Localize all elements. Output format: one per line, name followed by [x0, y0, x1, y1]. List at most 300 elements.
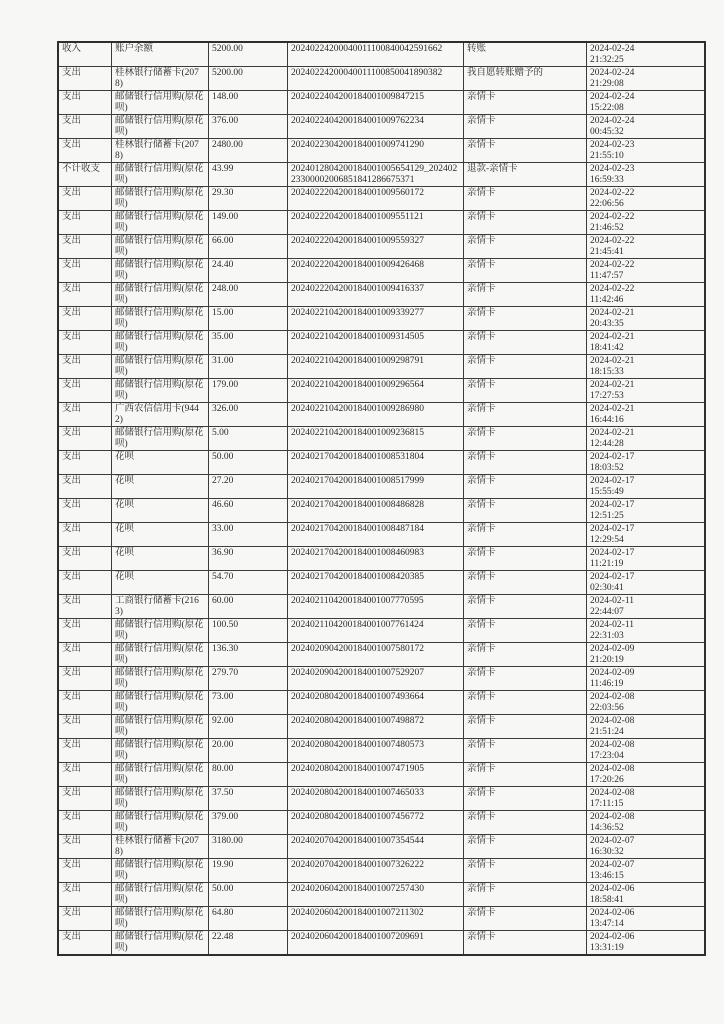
cell-transaction-id: 2024022104200184001009314505 — [288, 331, 464, 355]
cell-transaction-id: 20240224200040011100840042591662 — [288, 42, 464, 67]
cell-account-name: 花呗 — [112, 523, 209, 547]
cell-account-name: 邮储银行信用购(原花呗) — [112, 235, 209, 259]
cell-datetime — [587, 883, 706, 907]
cell-transaction-type: 支出 — [58, 571, 112, 595]
cell-transaction-type: 支出 — [58, 667, 112, 691]
cell-datetime — [587, 163, 706, 187]
cell-account-name: 邮储银行信用购(原花呗) — [112, 859, 209, 883]
cell-account-name: 工商银行储蓄卡(2163) — [112, 595, 209, 619]
cell-account-name: 邮储银行信用购(原花呗) — [112, 163, 209, 187]
cell-account-name: 邮储银行信用购(原花呗) — [112, 907, 209, 931]
cell-transaction-id: 2024020804200184001007465033 — [288, 787, 464, 811]
table-row — [58, 163, 705, 187]
cell-date: 2024-02-06 — [590, 908, 635, 918]
cell-transaction-type: 支出 — [58, 523, 112, 547]
cell-account-name: 广西农信信用卡(9442) — [112, 403, 209, 427]
cell-remark: 亲情卡 — [464, 715, 587, 739]
cell-remark: 亲情卡 — [464, 91, 587, 115]
cell-amount: 27.20 — [209, 475, 288, 499]
cell-transaction-id: 2024020804200184001007498872 — [288, 715, 464, 739]
table-row — [58, 187, 705, 211]
cell-date: 2024-02-24 — [590, 68, 635, 78]
table-row — [58, 691, 705, 715]
cell-amount: 64.80 — [209, 907, 288, 931]
cell-date: 2024-02-08 — [590, 716, 635, 726]
cell-account-name: 邮储银行信用购(原花呗) — [112, 259, 209, 283]
cell-amount: 15.00 — [209, 307, 288, 331]
cell-time: 00:45:32 — [590, 126, 624, 137]
cell-time: 11:21:19 — [590, 558, 624, 569]
cell-time: 21:46:52 — [590, 222, 624, 233]
cell-date: 2024-02-07 — [590, 836, 635, 846]
cell-time: 16:44:16 — [590, 414, 624, 425]
cell-date: 2024-02-17 — [590, 548, 635, 558]
cell-datetime — [587, 571, 706, 595]
cell-amount: 326.00 — [209, 403, 288, 427]
cell-date: 2024-02-23 — [590, 140, 635, 150]
cell-time: 21:20:19 — [590, 654, 624, 665]
cell-remark: 亲情卡 — [464, 331, 587, 355]
cell-transaction-type: 支出 — [58, 739, 112, 763]
cell-time: 21:32:25 — [590, 54, 624, 65]
cell-transaction-id: 2024022404200184001009762234 — [288, 115, 464, 139]
cell-transaction-type: 支出 — [58, 859, 112, 883]
cell-remark: 亲情卡 — [464, 619, 587, 643]
cell-amount: 73.00 — [209, 691, 288, 715]
cell-transaction-type: 支出 — [58, 811, 112, 835]
cell-amount: 5.00 — [209, 427, 288, 451]
cell-date: 2024-02-08 — [590, 740, 635, 750]
cell-transaction-type: 支出 — [58, 691, 112, 715]
cell-amount: 37.50 — [209, 787, 288, 811]
cell-transaction-type: 支出 — [58, 235, 112, 259]
cell-date: 2024-02-11 — [590, 620, 634, 630]
cell-amount: 80.00 — [209, 763, 288, 787]
table-row — [58, 931, 705, 956]
cell-account-name: 邮储银行信用购(原花呗) — [112, 187, 209, 211]
cell-remark: 亲情卡 — [464, 283, 587, 307]
table-row — [58, 643, 705, 667]
cell-amount: 379.00 — [209, 811, 288, 835]
cell-datetime — [587, 523, 706, 547]
cell-datetime — [587, 139, 706, 163]
table-row — [58, 331, 705, 355]
cell-account-name: 花呗 — [112, 571, 209, 595]
cell-datetime — [587, 715, 706, 739]
cell-datetime — [587, 547, 706, 571]
cell-datetime — [587, 499, 706, 523]
table-row — [58, 907, 705, 931]
cell-date: 2024-02-07 — [590, 860, 635, 870]
cell-amount: 149.00 — [209, 211, 288, 235]
cell-account-name: 花呗 — [112, 547, 209, 571]
cell-transaction-id: 2024022204200184001009416337 — [288, 283, 464, 307]
cell-remark: 亲情卡 — [464, 307, 587, 331]
cell-time: 13:31:19 — [590, 942, 624, 953]
table-row — [58, 235, 705, 259]
cell-transaction-id: 2024022104200184001009339277 — [288, 307, 464, 331]
cell-transaction-id: 2024022204200184001009559327 — [288, 235, 464, 259]
cell-datetime — [587, 403, 706, 427]
cell-date: 2024-02-17 — [590, 524, 635, 534]
cell-transaction-id: 2024022204200184001009426468 — [288, 259, 464, 283]
table-row — [58, 307, 705, 331]
cell-transaction-type: 支出 — [58, 67, 112, 91]
table-row — [58, 139, 705, 163]
cell-transaction-id: 2024022204200184001009551121 — [288, 211, 464, 235]
cell-remark: 亲情卡 — [464, 139, 587, 163]
cell-transaction-id: 2024022104200184001009286980 — [288, 403, 464, 427]
cell-amount: 66.00 — [209, 235, 288, 259]
cell-datetime — [587, 451, 706, 475]
cell-date: 2024-02-08 — [590, 764, 635, 774]
cell-remark: 亲情卡 — [464, 691, 587, 715]
cell-time: 18:58:41 — [590, 894, 624, 905]
cell-datetime — [587, 283, 706, 307]
cell-remark: 亲情卡 — [464, 763, 587, 787]
cell-remark: 亲情卡 — [464, 475, 587, 499]
cell-date: 2024-02-21 — [590, 308, 635, 318]
cell-transaction-id: 20240224200040011100850041890382 — [288, 67, 464, 91]
cell-remark: 亲情卡 — [464, 187, 587, 211]
cell-date: 2024-02-17 — [590, 500, 635, 510]
cell-date: 2024-02-09 — [590, 668, 635, 678]
cell-datetime — [587, 859, 706, 883]
cell-remark: 转账 — [464, 42, 587, 67]
table-row — [58, 403, 705, 427]
cell-transaction-id: 2024021104200184001007761424 — [288, 619, 464, 643]
cell-remark: 亲情卡 — [464, 235, 587, 259]
cell-time: 11:42:46 — [590, 294, 624, 305]
cell-account-name: 花呗 — [112, 499, 209, 523]
cell-transaction-type: 支出 — [58, 355, 112, 379]
cell-transaction-type: 支出 — [58, 187, 112, 211]
cell-transaction-type: 支出 — [58, 715, 112, 739]
transactions-table — [57, 41, 706, 956]
table-row — [58, 595, 705, 619]
cell-account-name: 邮储银行信用购(原花呗) — [112, 763, 209, 787]
cell-remark: 亲情卡 — [464, 907, 587, 931]
cell-account-name: 邮储银行信用购(原花呗) — [112, 91, 209, 115]
cell-datetime — [587, 643, 706, 667]
cell-transaction-id: 2024021704200184001008460983 — [288, 547, 464, 571]
cell-account-name: 邮储银行信用购(原花呗) — [112, 643, 209, 667]
cell-transaction-id: 2024022104200184001009298791 — [288, 355, 464, 379]
cell-remark: 亲情卡 — [464, 667, 587, 691]
cell-account-name: 桂林银行储蓄卡(2078) — [112, 835, 209, 859]
cell-transaction-type: 支出 — [58, 451, 112, 475]
table-row — [58, 571, 705, 595]
cell-amount: 54.70 — [209, 571, 288, 595]
cell-amount: 20.00 — [209, 739, 288, 763]
cell-remark: 亲情卡 — [464, 931, 587, 956]
cell-transaction-id: 2024022104200184001009296564 — [288, 379, 464, 403]
cell-transaction-type: 收入 — [58, 42, 112, 67]
cell-datetime — [587, 427, 706, 451]
cell-transaction-id: 2024022204200184001009560172 — [288, 187, 464, 211]
table-row — [58, 523, 705, 547]
cell-account-name: 邮储银行信用购(原花呗) — [112, 115, 209, 139]
cell-time: 21:45:41 — [590, 246, 624, 257]
cell-transaction-id: 2024012804200184001005654129_20240223300002006851841286675371 — [288, 163, 464, 187]
cell-datetime — [587, 259, 706, 283]
cell-transaction-type: 支出 — [58, 307, 112, 331]
cell-time: 12:29:54 — [590, 534, 624, 545]
cell-datetime — [587, 595, 706, 619]
table-row — [58, 499, 705, 523]
cell-transaction-type: 支出 — [58, 883, 112, 907]
cell-amount: 92.00 — [209, 715, 288, 739]
cell-transaction-id: 2024022404200184001009847215 — [288, 91, 464, 115]
cell-date: 2024-02-22 — [590, 236, 635, 246]
cell-remark: 亲情卡 — [464, 211, 587, 235]
cell-transaction-id: 2024022304200184001009741290 — [288, 139, 464, 163]
cell-remark: 亲情卡 — [464, 427, 587, 451]
cell-time: 11:47:57 — [590, 270, 624, 281]
cell-datetime — [587, 331, 706, 355]
cell-remark: 亲情卡 — [464, 115, 587, 139]
transactions-table-body — [58, 42, 705, 955]
cell-time: 22:31:03 — [590, 630, 624, 641]
cell-account-name: 邮储银行信用购(原花呗) — [112, 619, 209, 643]
cell-time: 21:55:10 — [590, 150, 624, 161]
cell-datetime — [587, 67, 706, 91]
cell-transaction-id: 2024021704200184001008486828 — [288, 499, 464, 523]
cell-remark: 亲情卡 — [464, 379, 587, 403]
cell-transaction-type: 支出 — [58, 787, 112, 811]
cell-time: 16:30:32 — [590, 846, 624, 857]
cell-account-name: 邮储银行信用购(原花呗) — [112, 787, 209, 811]
table-row — [58, 451, 705, 475]
cell-time: 18:41:42 — [590, 342, 624, 353]
cell-datetime — [587, 931, 706, 956]
cell-datetime — [587, 619, 706, 643]
cell-account-name: 邮储银行信用购(原花呗) — [112, 691, 209, 715]
cell-time: 22:03:56 — [590, 702, 624, 713]
cell-account-name: 邮储银行信用购(原花呗) — [112, 739, 209, 763]
cell-datetime — [587, 475, 706, 499]
cell-date: 2024-02-24 — [590, 116, 635, 126]
cell-amount: 24.40 — [209, 259, 288, 283]
cell-time: 21:51:24 — [590, 726, 624, 737]
table-row — [58, 667, 705, 691]
cell-account-name: 邮储银行信用购(原花呗) — [112, 379, 209, 403]
cell-remark: 亲情卡 — [464, 739, 587, 763]
cell-transaction-type: 支出 — [58, 331, 112, 355]
cell-remark: 我自愿转账赠予的 — [464, 67, 587, 91]
cell-amount: 50.00 — [209, 451, 288, 475]
table-row — [58, 211, 705, 235]
cell-remark: 亲情卡 — [464, 499, 587, 523]
cell-transaction-id: 2024021704200184001008487184 — [288, 523, 464, 547]
table-row — [58, 763, 705, 787]
cell-transaction-type: 支出 — [58, 139, 112, 163]
cell-amount: 36.90 — [209, 547, 288, 571]
cell-transaction-type: 支出 — [58, 379, 112, 403]
cell-date: 2024-02-23 — [590, 164, 635, 174]
cell-transaction-type: 不计收支 — [58, 163, 112, 187]
cell-account-name: 邮储银行信用购(原花呗) — [112, 283, 209, 307]
cell-time: 17:11:15 — [590, 798, 624, 809]
cell-transaction-id: 2024022104200184001009236815 — [288, 427, 464, 451]
cell-amount: 148.00 — [209, 91, 288, 115]
cell-date: 2024-02-21 — [590, 428, 635, 438]
cell-time: 20:43:35 — [590, 318, 624, 329]
cell-remark: 亲情卡 — [464, 451, 587, 475]
cell-transaction-id: 2024020604200184001007211302 — [288, 907, 464, 931]
cell-date: 2024-02-21 — [590, 332, 635, 342]
cell-transaction-type: 支出 — [58, 475, 112, 499]
cell-transaction-id: 2024020704200184001007354544 — [288, 835, 464, 859]
cell-remark: 亲情卡 — [464, 883, 587, 907]
cell-remark: 亲情卡 — [464, 787, 587, 811]
cell-datetime — [587, 91, 706, 115]
cell-date: 2024-02-21 — [590, 356, 635, 366]
cell-time: 17:27:53 — [590, 390, 624, 401]
cell-account-name: 邮储银行信用购(原花呗) — [112, 211, 209, 235]
table-row — [58, 811, 705, 835]
cell-datetime — [587, 787, 706, 811]
cell-transaction-type: 支出 — [58, 547, 112, 571]
cell-transaction-type: 支出 — [58, 427, 112, 451]
cell-date: 2024-02-17 — [590, 476, 635, 486]
cell-date: 2024-02-09 — [590, 644, 635, 654]
cell-date: 2024-02-22 — [590, 284, 635, 294]
cell-transaction-type: 支出 — [58, 91, 112, 115]
cell-account-name: 邮储银行信用购(原花呗) — [112, 715, 209, 739]
cell-datetime — [587, 42, 706, 67]
cell-transaction-type: 支出 — [58, 835, 112, 859]
cell-amount: 376.00 — [209, 115, 288, 139]
cell-time: 17:23:04 — [590, 750, 624, 761]
cell-time: 13:46:15 — [590, 870, 624, 881]
cell-transaction-id: 2024021704200184001008420385 — [288, 571, 464, 595]
table-row — [58, 283, 705, 307]
cell-time: 02:30:41 — [590, 582, 624, 593]
cell-datetime — [587, 235, 706, 259]
cell-transaction-type: 支出 — [58, 115, 112, 139]
cell-transaction-type: 支出 — [58, 763, 112, 787]
table-row — [58, 379, 705, 403]
cell-transaction-id: 2024020804200184001007493664 — [288, 691, 464, 715]
table-row — [58, 715, 705, 739]
cell-date: 2024-02-22 — [590, 188, 635, 198]
cell-amount: 19.90 — [209, 859, 288, 883]
cell-datetime — [587, 763, 706, 787]
cell-date: 2024-02-21 — [590, 380, 635, 390]
cell-amount: 5200.00 — [209, 67, 288, 91]
cell-transaction-id: 2024020904200184001007529207 — [288, 667, 464, 691]
cell-time: 17:20:26 — [590, 774, 624, 785]
cell-remark: 退款-亲情卡 — [464, 163, 587, 187]
cell-remark: 亲情卡 — [464, 643, 587, 667]
cell-amount: 33.00 — [209, 523, 288, 547]
cell-transaction-id: 2024020704200184001007326222 — [288, 859, 464, 883]
cell-transaction-type: 支出 — [58, 619, 112, 643]
cell-time: 12:44:28 — [590, 438, 624, 449]
cell-time: 16:59:33 — [590, 174, 624, 185]
cell-time: 14:36:52 — [590, 822, 624, 833]
table-row — [58, 355, 705, 379]
cell-datetime — [587, 379, 706, 403]
cell-amount: 22.48 — [209, 931, 288, 956]
cell-account-name: 邮储银行信用购(原花呗) — [112, 883, 209, 907]
cell-date: 2024-02-08 — [590, 788, 635, 798]
cell-account-name: 邮储银行信用购(原花呗) — [112, 811, 209, 835]
cell-account-name: 桂林银行储蓄卡(2078) — [112, 67, 209, 91]
table-row — [58, 475, 705, 499]
cell-transaction-type: 支出 — [58, 259, 112, 283]
cell-remark: 亲情卡 — [464, 403, 587, 427]
cell-amount: 43.99 — [209, 163, 288, 187]
cell-amount: 29.30 — [209, 187, 288, 211]
cell-time: 18:03:52 — [590, 462, 624, 473]
cell-transaction-type: 支出 — [58, 211, 112, 235]
cell-remark: 亲情卡 — [464, 595, 587, 619]
cell-amount: 50.00 — [209, 883, 288, 907]
cell-transaction-id: 2024021704200184001008531804 — [288, 451, 464, 475]
cell-time: 22:44:07 — [590, 606, 624, 617]
cell-transaction-id: 2024020804200184001007456772 — [288, 811, 464, 835]
cell-transaction-id: 2024020804200184001007480573 — [288, 739, 464, 763]
cell-amount: 3180.00 — [209, 835, 288, 859]
cell-datetime — [587, 667, 706, 691]
cell-transaction-type: 支出 — [58, 643, 112, 667]
cell-amount: 100.50 — [209, 619, 288, 643]
table-row — [58, 835, 705, 859]
cell-account-name: 邮储银行信用购(原花呗) — [112, 667, 209, 691]
cell-date: 2024-02-24 — [590, 44, 635, 54]
cell-account-name: 邮储银行信用购(原花呗) — [112, 331, 209, 355]
cell-datetime — [587, 115, 706, 139]
cell-time: 15:55:49 — [590, 486, 624, 497]
cell-date: 2024-02-06 — [590, 884, 635, 894]
table-row — [58, 883, 705, 907]
cell-account-name: 邮储银行信用购(原花呗) — [112, 427, 209, 451]
cell-date: 2024-02-17 — [590, 572, 635, 582]
cell-datetime — [587, 187, 706, 211]
cell-date: 2024-02-06 — [590, 932, 635, 942]
cell-time: 22:06:56 — [590, 198, 624, 209]
cell-transaction-type: 支出 — [58, 283, 112, 307]
cell-remark: 亲情卡 — [464, 523, 587, 547]
table-row — [58, 859, 705, 883]
cell-account-name: 桂林银行储蓄卡(2078) — [112, 139, 209, 163]
cell-amount: 46.60 — [209, 499, 288, 523]
cell-account-name: 花呗 — [112, 451, 209, 475]
cell-datetime — [587, 691, 706, 715]
cell-date: 2024-02-08 — [590, 692, 635, 702]
cell-datetime — [587, 811, 706, 835]
cell-date: 2024-02-24 — [590, 92, 635, 102]
cell-time: 11:46:19 — [590, 678, 624, 689]
cell-time: 13:47:14 — [590, 918, 624, 929]
cell-time: 18:15:33 — [590, 366, 624, 377]
cell-transaction-id: 2024020804200184001007471905 — [288, 763, 464, 787]
cell-remark: 亲情卡 — [464, 571, 587, 595]
cell-transaction-type: 支出 — [58, 403, 112, 427]
cell-transaction-id: 2024021104200184001007770595 — [288, 595, 464, 619]
cell-account-name: 邮储银行信用购(原花呗) — [112, 307, 209, 331]
cell-datetime — [587, 907, 706, 931]
cell-datetime — [587, 355, 706, 379]
cell-remark: 亲情卡 — [464, 835, 587, 859]
table-row — [58, 115, 705, 139]
cell-amount: 35.00 — [209, 331, 288, 355]
table-row — [58, 259, 705, 283]
cell-transaction-id: 2024020904200184001007580172 — [288, 643, 464, 667]
cell-remark: 亲情卡 — [464, 547, 587, 571]
